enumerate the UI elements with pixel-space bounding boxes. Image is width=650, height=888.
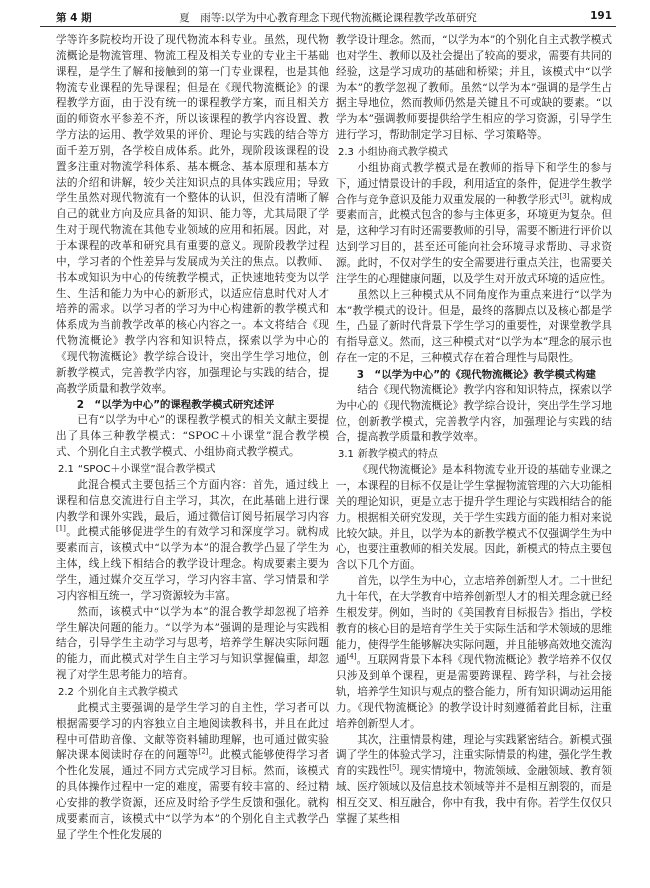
text-run: 首先，以学生为中心，立志培养创新型人才。二十世纪九十年代，在大学教育中培养创新型人才的相关理念就已经生根发芽。例如，当时的《美国教育目标报告》指出，学校教育的核心目的是培育学生关于实际生活和学术领域的思维能力，使得学生能够解决实际问题，并且能够高效地交流沟通 bbox=[336, 575, 612, 667]
text-run: 。此模式能够使得学习者个性化发展，通过不同方式完成学习目标。然而，该模式的具体操作过程中一定的难度，需要有较丰富的、经过精心安排的教学资源，还应及时给予学生反馈和强化。就构成要素而言，该模式中“以学为本”的个别化自主式教学凸显了学生个性化发展的 bbox=[56, 749, 329, 841]
paragraph-individual bbox=[56, 701, 329, 844]
text-run: 。现实情境中，物流领域、金融领域、教育领域、医疗领域以及信息技术领域等并不是相互割裂的，而是相互交叉、相互融合，你中有我，我中有你。若学生仅仅只掌握了某些相 bbox=[336, 765, 613, 825]
running-header bbox=[40, 0, 616, 27]
text-run: 小组协商式教学模式是在教师的指导下和学生的参与下，通过情景设计的手段，利用适宜的条件，促进学生教学合作与竞争意识及能力双重发展的一种教学形式 bbox=[336, 161, 612, 206]
subsection-title: 新教学模式的特点 bbox=[357, 449, 438, 461]
left-column bbox=[56, 33, 329, 844]
section-heading-3: 3 “以学为中心”的《现代物流概论》教学模式构建 bbox=[356, 368, 596, 381]
subsection-heading-2-2 bbox=[56, 684, 329, 701]
paragraph-section2: 已有“以学为中心”的课程教学模式的相关文献主要提出了具体三种教学模式：“SPOC＋小课堂”混合教学模式、个别化自主式教学模式、小组协商式教学模式。 bbox=[56, 414, 329, 459]
paragraph-intro: 学等许多院校均开设了现代物流本科专业。虽然，现代物流概论是物流管理、物流工程及相关专业的专业主干基础课程，是学生了解和接触到的第一门专业课程，也是其他物流专业课程的先导课程；但是在《现代物流概论》的课程教学方面，由于没有统一的课程教学方案，而且相关方面的师资水平参差不齐，所以该课程的教学内容设置、教学方法的运用、教学效果的评价、理论与实践的结合等方面千差万别，各学校自成体系。此外，现阶段该课程的设置多注重对物流学科体系、基本概念、基本原理和基本方法的介绍和讲解，较少关注知识点的具体实践应用；导致学生虽然对现代物流有一个整体的认识，但没有清晰了解自己的就业方向及应具备的知识、能力等，尤其局限了学生对于现代物流在其他专业领域的应用和拓展。因此，对于本课程的改革和研究具有重要的意义。现阶段教学过程中，学习者的个性差异与发展成为关注的焦点。以教师、书本或知识为中心的传统教学模式，正快速地转变为以学生、生活和能力为中心的新形式，以适应信息时代对人才培养的需求。以学习者的学习为中心构建新的教学模式和体系成为当前教学改革的核心内容之一。本文将结合《现代物流概论》教学内容和知识特点，探索以学为中心的《现代物流概论》教学综合设计，突出学生学习地位，创新教学模式，完善教学内容，加强理论与实践的结合，提高教学质量和教学效率。 bbox=[56, 34, 329, 395]
paragraph-continued: 教学设计理念。然而，“以学为本”的个别化自主式教学模式也对学生、教师以及社会提出了较高的要求，需要有共同的经验，这是学习成功的基础和桥梁；并且，该模式中“以学为本”的教学忽视了教师。虽然“以学为本”强调的是学生占据主导地位，然而教师仍然是关键且不可或缺的要素。“以学为本”强调教师要提供给学生相应的学习资源，引导学生进行学习，帮助制定学习目标、学习策略等。 bbox=[336, 34, 612, 142]
section-heading-2: 2 “以学为中心”的课程教学模式研究述评 bbox=[76, 399, 275, 412]
subsection-title: 个别化自主式教学模式 bbox=[77, 686, 178, 698]
paragraph-spoc-critique: 然而，该模式中“以学为本”的混合教学却忽视了培养学生解决问题的能力。“以学为本”强调的是理论与实践相结合，引导学生主动学习与思考，培养学生解决实际问题的能力，而此模式对学生自主学习与知识掌握偏重，却忽视了对学生思考能力的培育。 bbox=[56, 605, 329, 682]
text-run: 其次，注重情景构建，理论与实践紧密结合。新模式强调了学生的体验式学习，注重实际情景的构建，强化学生教育的实践性 bbox=[336, 733, 612, 778]
citation: [3] bbox=[559, 192, 570, 201]
right-column bbox=[336, 33, 612, 828]
text-run: 。此模式能够促进学生的有效学习和深度学习。就构成要素而言，该模式中“以学为本”的混合教学凸显了学生为主体，线上线下相结合的教学设计理念。构成要素主要为学生，通过媒介交互学习，学习内容丰富、学习情景和学习内容相互统一，学习资源较为丰富。 bbox=[56, 526, 329, 602]
paragraph-section3: 结合《现代物流概论》教学内容和知识特点，探索以学为中心的《现代物流概论》教学综合设计，突出学生学习地位，创新教学模式，完善教学内容，加强理论与实践的结合，提高教学质量和教学效率。 bbox=[336, 383, 612, 444]
subsection-number: 2.2 bbox=[58, 686, 74, 698]
citation: [1] bbox=[56, 524, 66, 533]
paragraph-spoc bbox=[56, 478, 329, 605]
paragraph-group bbox=[336, 161, 612, 288]
subsection-number: 2.3 bbox=[338, 146, 354, 158]
subsection-title: 小组协商式教学模式 bbox=[357, 146, 448, 158]
issue-label: 第 4 期 bbox=[56, 12, 92, 24]
subsection-number: 3.1 bbox=[338, 449, 354, 461]
subsection-number: 2.1 bbox=[58, 463, 74, 475]
paragraph-features: 《现代物流概论》是本科物流专业开设的基础专业课之一，本课程的目标不仅是让学生掌握物流管理的六大功能相关的理论知识，更是立志于提升学生理论与实践相结合的能力。根据相关研究发现，关于学生实践方面的能力相对来说比较欠缺。并且，以学为本的新教学模式不仅强调学生为中心，也要注重教师的相关发展。因此，新模式的特点主要包含以下几个方面。 bbox=[336, 464, 612, 572]
running-title: 夏 雨等:以学为中心教育理念下现代物流概论课程教学改革研究 bbox=[179, 12, 477, 24]
text-run: 。互联网背景下本科《现代物流概论》教学培养不仅仅只涉及到单个课程，更是需要跨课程、跨学科，与社会接轨，培养学生知识与观点的整合能力，所有知识调动运用能力。《现代物流概论》的教学设计时刻遵循着此目标，注重培养创新型人才。 bbox=[336, 654, 613, 730]
paragraph-innovation bbox=[336, 574, 612, 732]
text-run: 。就构成要素而言，此模式包含的参与主体更多，环境更为复杂。但是，这种学习有时还需要教师的引导，需要不断进行评价以达到学习目的，甚至还可能向社会环境寻求帮助、寻求资源。此时，不仅对学生的安全需要进行重点关注，也需要关注学生的心理健康问题，以及学生对开放式环境的适应性。 bbox=[336, 193, 613, 285]
citation: [4] bbox=[346, 652, 357, 661]
paragraph-summary: 虽然以上三种模式从不同角度作为重点来进行“以学为本”教学模式的设计。但是，最终的落脚点以及核心都是学生，凸显了新时代背景下学生学习的重要性，对课堂教学具有指导意义。然而，这三种模式对“以学为本”理念的展示也存在一定的不足，三种模式存在着合理性与局限性。 bbox=[336, 288, 612, 365]
subsection-heading-2-3 bbox=[336, 144, 612, 161]
text-run: 此模式主要强调的是学生学习的自主性，学习者可以根据需要学习的内容独立自主地阅读教科书，并且在此过程中可借助音像、文献等资料辅助理解，也可通过做实验解决课本阅读时存在的问题等 bbox=[56, 701, 329, 762]
subsection-heading-2-1 bbox=[56, 461, 329, 478]
citation: [2] bbox=[198, 747, 209, 756]
paragraph-practice bbox=[336, 733, 612, 828]
citation: [5] bbox=[389, 763, 400, 772]
page-number: 191 bbox=[590, 10, 612, 22]
text-run: 此混合模式主要包括三个方面内容：首先，通过线上课程和信息交流进行自主学习，其次，在此基础上进行课内教学和课外实践，最后，通过微信订阅号拓展学习内容 bbox=[56, 478, 329, 523]
subsection-title: “SPOC＋小课堂”混合教学模式 bbox=[77, 463, 216, 475]
subsection-heading-3-1 bbox=[336, 446, 612, 463]
